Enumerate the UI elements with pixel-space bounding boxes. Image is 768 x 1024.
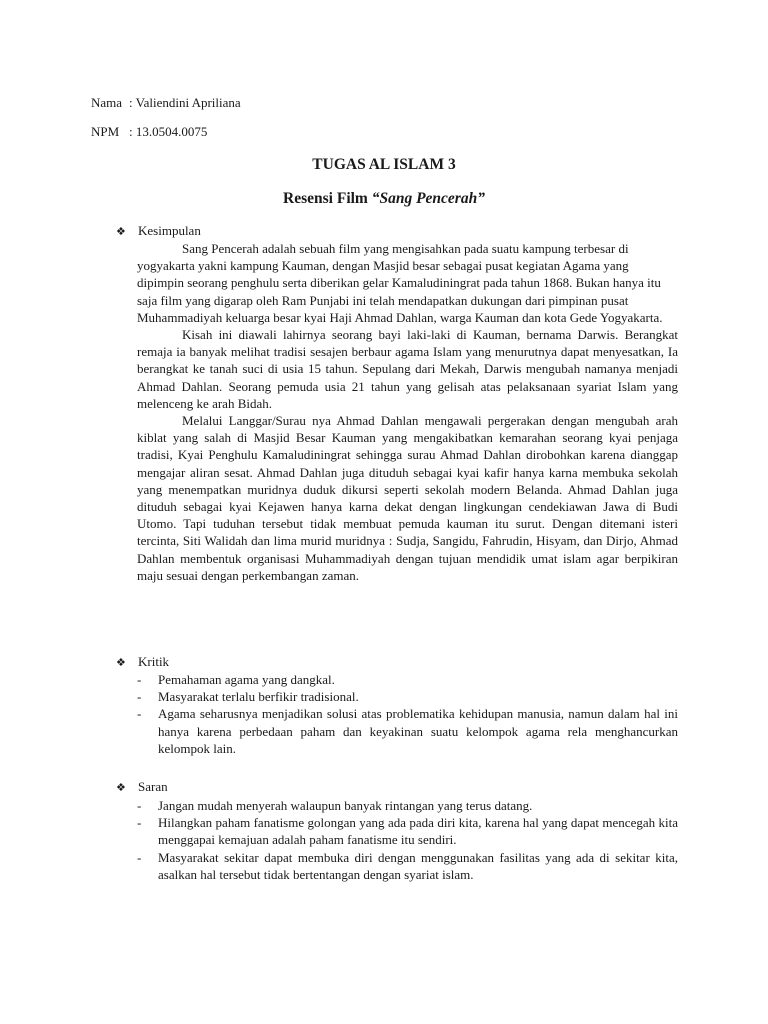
- npm-value: : 13.0504.0075: [129, 124, 208, 139]
- name-value: : Valiendini Apriliana: [129, 95, 241, 110]
- name-line: [91, 95, 241, 111]
- list-item: - Pemahaman agama yang dangkal.: [137, 671, 678, 688]
- diamond-bullet-icon: ❖: [116, 781, 126, 794]
- section-label: Saran: [138, 779, 168, 794]
- section-heading-kritik: [116, 654, 169, 671]
- paragraph: Sang Pencerah adalah sebuah film yang mengisahkan pada suatu kampung terbesar di yogyakarta yakni kampung Kauman, dengan Masjid besar sebagai pusat kegiatan Agama yang dipimpin seorang penghulu serta diberikan gelar Kamaludiningrat pada tahun 1868. Bukan hanya itu saja film yang digarap oleh Ram Punjabi ini telah mendapatkan dukungan dari pimpinan pusat Muhammadiyah keluarga besar kyai Haji Ahmad Dahlan, warga Kauman dan kota Gede Yogyakarta.: [137, 241, 663, 325]
- name-label: Nama: [91, 95, 123, 110]
- diamond-bullet-icon: ❖: [116, 656, 126, 669]
- diamond-bullet-icon: ❖: [116, 225, 126, 238]
- paragraph: Melalui Langgar/Surau nya Ahmad Dahlan mengawali pergerakan dengan mengubah arah kiblat yang salah di Masjid Besar Kauman yang mengakibatkan kemarahan seorang kyai penjaga tradisi, Kyai Penghulu Kamaludiningrat sehingga surau Ahmad Dahlan dirobohkan karena dianggap mengajar aliran sesat. Ahmad Dahlan juga dituduh sebagai kyai kafir hanya karna membuka sekolah yang menempatkan muridnya duduk dikursi seperti sekolah modern Belanda. Ahmad Dahlan juga dituduh sebagai kyai Kejawen hanya karna dekat dengan lingkungan cendekiawan Jawa di Budi Utomo. Tapi tuduhan tersebut tidak membuat pemuda kauman itu surut. Dengan ditemani isteri tercinta, Siti Walidah dan lima murid muridnya : Sudja, Sangidu, Fahrudin, Hisyam, dan Dirjo, Ahmad Dahlan membentuk organisasi Muhammadiyah dengan tujuan mendidik umat islam agar berpikiran maju sesuai dengan perkembangan zaman.: [137, 413, 678, 583]
- section-heading-saran: [116, 779, 168, 796]
- subtitle-prefix: Resensi Film: [283, 190, 372, 207]
- document-subtitle: [0, 190, 768, 208]
- section-label: Kritik: [138, 654, 170, 669]
- film-title: “Sang Pencerah”: [371, 190, 485, 207]
- list-item: - Hilangkan paham fanatisme golongan yang ada pada diri kita, karena hal yang dapat mencegah kita menggapai kemajuan adalah paham fanatisme itu sendiri.: [137, 814, 678, 848]
- section-label: Kesimpulan: [138, 223, 201, 238]
- kesimpulan-body: [137, 240, 678, 584]
- list-item: - Agama seharusnya menjadikan solusi atas problematika kehidupan manusia, namun dalam hal ini hanya karena perbedaan paham dan keyakinan suatu kelompok agama rela menghancurkan kelompok lain.: [137, 705, 678, 757]
- list-item: - Masyarakat sekitar dapat membuka diri dengan menggunakan fasilitas yang ada di sekitar kita, asalkan hal tersebut tidak bertentangan dengan syariat islam.: [137, 849, 678, 883]
- npm-label: NPM: [91, 124, 120, 139]
- list-item: - Jangan mudah menyerah walaupun banyak rintangan yang terus datang.: [137, 797, 678, 814]
- paragraph: Kisah ini diawali lahirnya seorang bayi laki-laki di Kauman, bernama Darwis. Berangkat remaja ia banyak melihat tradisi sesajen berbaur agama Islam yang menurutnya dapat menyesatkan, Ia berangkat ke tanah suci di usia 15 tahun. Sepulang dari Mekah, Darwis mengubah namanya menjadi Ahmad Dahlan. Seorang pemuda usia 21 tahun yang gelisah atas pelaksanaan syariat Islam yang melenceng ke arah Bidah.: [137, 327, 678, 411]
- npm-line: [91, 124, 207, 140]
- document-title: TUGAS AL ISLAM 3: [312, 156, 456, 173]
- saran-list: [137, 797, 678, 883]
- section-heading-kesimpulan: [116, 223, 201, 240]
- kritik-list: [137, 671, 678, 757]
- list-item: - Masyarakat terlalu berfikir tradisional.: [137, 688, 678, 705]
